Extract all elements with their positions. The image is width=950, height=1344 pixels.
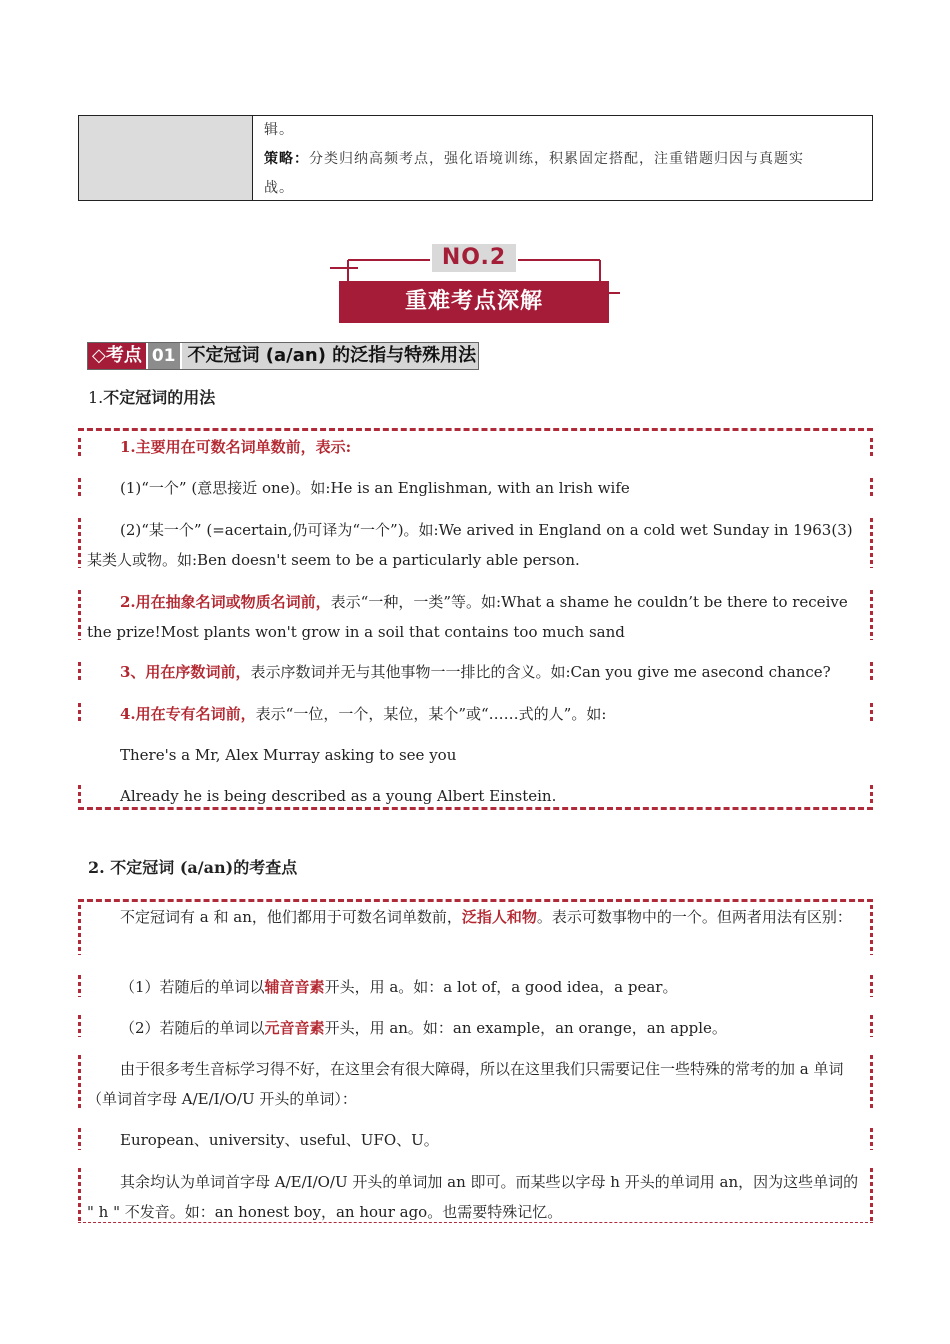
box-marker (870, 703, 873, 723)
box-marker (78, 590, 81, 640)
table-line-1: 辑。 (264, 122, 294, 138)
box-marker (78, 1168, 81, 1223)
box-marker (78, 1128, 81, 1150)
strategy-table (78, 115, 873, 201)
box-marker (870, 438, 873, 458)
usage-1-1: (1)“一个” (意思接近 one)。如:He is an Englishman, with an lrish wife (120, 479, 630, 497)
table-line-3: 战。 (264, 180, 294, 196)
box-marker (870, 1168, 873, 1223)
point-vowel: （2）若随后的单词以元音音素开头，用 an。如：an example，an orange，an apple。 (120, 1019, 727, 1037)
box-marker (870, 1128, 873, 1150)
usage-1-2: (2)“某一个” (=acertain,仍可译为“一个”)。如:We arived in England on a cold wet Sunday in 1963(3)某类人或物。如:Ben doesn't seem to be a particularly able person. (87, 521, 853, 569)
box-marker (870, 975, 873, 997)
usage-1: 1.主要用在可数名词单数前，表示: (120, 438, 352, 456)
box-marker (870, 1015, 873, 1037)
special-note: 由于很多考生音标学习得不好，在这里会有很大障碍，所以在这里我们只需要记住一些特殊的常考的加 a 单词（单词首字母 A/E/I/O/U 开头的单词）： (87, 1060, 844, 1108)
example-1: There's a Mr, Alex Murray asking to see you (120, 746, 457, 764)
topic-title: 不定冠词 (a/an) 的泛指与特殊用法 (182, 343, 479, 369)
table-content-cell (264, 116, 864, 203)
box-marker (78, 975, 81, 997)
section1-heading: 1.不定冠词的用法 (88, 388, 216, 407)
table-label-cell (79, 116, 253, 200)
banner-title: 重难考点深解 (339, 281, 609, 323)
topic-number: 01 (148, 343, 180, 369)
box-marker (78, 438, 81, 458)
strategy-label: 策略： (264, 151, 309, 167)
box-marker (870, 518, 873, 568)
h-rule: 其余均认为单词首字母 A/E/I/O/U 开头的单词加 an 即可。而某些以字母 h 开头的单词用 an，因为这些单词的 " h " 不发音。如：an honest boy，an hour ago。也需要特殊记忆。 (87, 1173, 859, 1221)
box-marker (870, 590, 873, 640)
box-marker (78, 1015, 81, 1037)
usage-4: 4.用在专有名词前，表示“一位，一个，某位，某个”或“……式的人”。如: (120, 705, 607, 723)
usage-2: 2.用在抽象名词或物质名词前，表示“一种，一类”等。如:What a shame he couldn’t be there to receive the prize!Most plants won't grow in a soil that contains too much sand (87, 593, 848, 641)
section2-heading: 2. 不定冠词 (a/an)的考查点 (88, 858, 298, 877)
strategy-text: 分类归纳高频考点，强化语境训练，积累固定搭配，注重错题归因与真题实 (309, 151, 804, 167)
example-2: Already he is being described as a young Albert Einstein. (120, 787, 557, 805)
special-words: European、university、useful、UFO、U。 (120, 1131, 439, 1149)
box-marker (78, 785, 81, 805)
box-marker (78, 662, 81, 682)
box-marker (78, 703, 81, 723)
table-line-2 (264, 145, 864, 174)
point-consonant: （1）若随后的单词以辅音音素开头，用 a。如：a lot of，a good idea，a pear。 (120, 978, 678, 996)
usage-3: 3、用在序数词前，表示序数词并无与其他事物一一排比的含义。如:Can you give me asecond chance? (120, 663, 831, 681)
box-marker (870, 478, 873, 498)
box-marker (78, 1055, 81, 1110)
box-marker (870, 1055, 873, 1110)
box-marker (78, 478, 81, 498)
box-marker (78, 905, 81, 955)
box-marker (870, 662, 873, 682)
topic-heading (87, 342, 479, 370)
box-marker (78, 518, 81, 568)
banner-number: NO.2 (432, 244, 516, 272)
topic-tag: ◇考点 (88, 343, 146, 369)
points-intro: 不定冠词有 a 和 an，他们都用于可数名词单数前，泛指人和物。表示可数事物中的一个。但两者用法有区别： (120, 908, 852, 926)
box-marker (870, 905, 873, 955)
box-marker (870, 785, 873, 805)
